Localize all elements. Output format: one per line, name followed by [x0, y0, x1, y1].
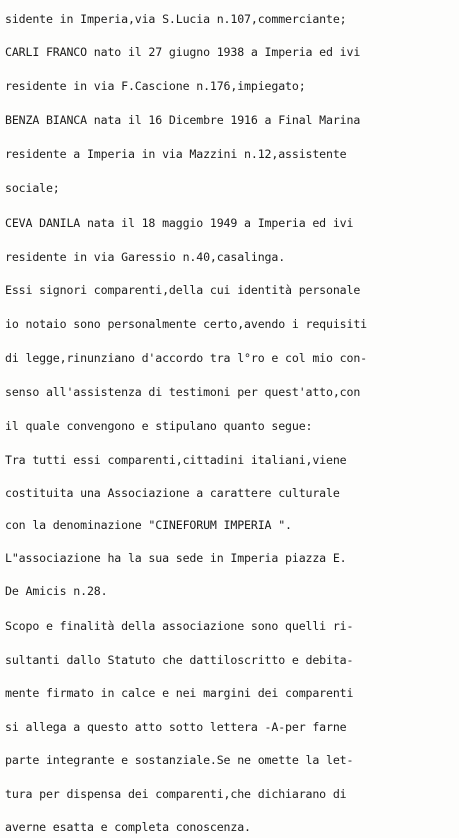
- text-line: CEVA DANILA nata il 18 maggio 1949 a Imperia ed ivi: [5, 216, 354, 230]
- text-line: sidente in Imperia,via S.Lucia n.107,commerciante;: [5, 12, 347, 26]
- text-line: L"associazione ha la sua sede in Imperia piazza E.: [5, 551, 347, 565]
- text-line: costituita una Associazione a carattere culturale: [5, 486, 340, 500]
- text-line: CARLI FRANCO nato il 27 giugno 1938 a Imperia ed ivi: [5, 45, 361, 59]
- text-line: di legge,rinunziano d'accordo tra l°ro e col mio con-: [5, 351, 367, 365]
- text-line: Scopo e finalità della associazione sono quelli ri-: [5, 619, 354, 633]
- text-line: tura per dispensa dei comparenti,che dichiarano di: [5, 787, 347, 801]
- text-line: Tra tutti essi comparenti,cittadini italiani,viene: [5, 453, 347, 467]
- text-line: sociale;: [5, 181, 60, 195]
- text-line: con la denominazione "CINEFORUM IMPERIA ".: [5, 518, 292, 532]
- text-line: sultanti dallo Statuto che dattiloscritto e debita-: [5, 653, 354, 667]
- text-line: io notaio sono personalmente certo,avendo i requisiti: [5, 317, 367, 331]
- text-line: il quale convengono e stipulano quanto segue:: [5, 419, 313, 433]
- text-line: averne esatta e completa conoscenza.: [5, 820, 251, 834]
- text-line: De Amicis n.28.: [5, 584, 108, 598]
- text-line: residente in via Garessio n.40,casalinga.: [5, 250, 286, 264]
- text-line: senso all'assistenza di testimoni per quest'atto,con: [5, 385, 361, 399]
- text-line: Essi signori comparenti,della cui identità personale: [5, 283, 361, 297]
- text-line: si allega a questo atto sotto lettera -A-per farne: [5, 720, 347, 734]
- text-line: residente a Imperia in via Mazzini n.12,assistente: [5, 147, 347, 161]
- text-line: BENZA BIANCA nata il 16 Dicembre 1916 a Final Marina: [5, 113, 361, 127]
- text-line: mente firmato in calce e nei margini dei comparenti: [5, 686, 354, 700]
- text-line: residente in via F.Cascione n.176,impiegato;: [5, 79, 306, 93]
- text-line: parte integrante e sostanziale.Se ne omette la let-: [5, 753, 354, 767]
